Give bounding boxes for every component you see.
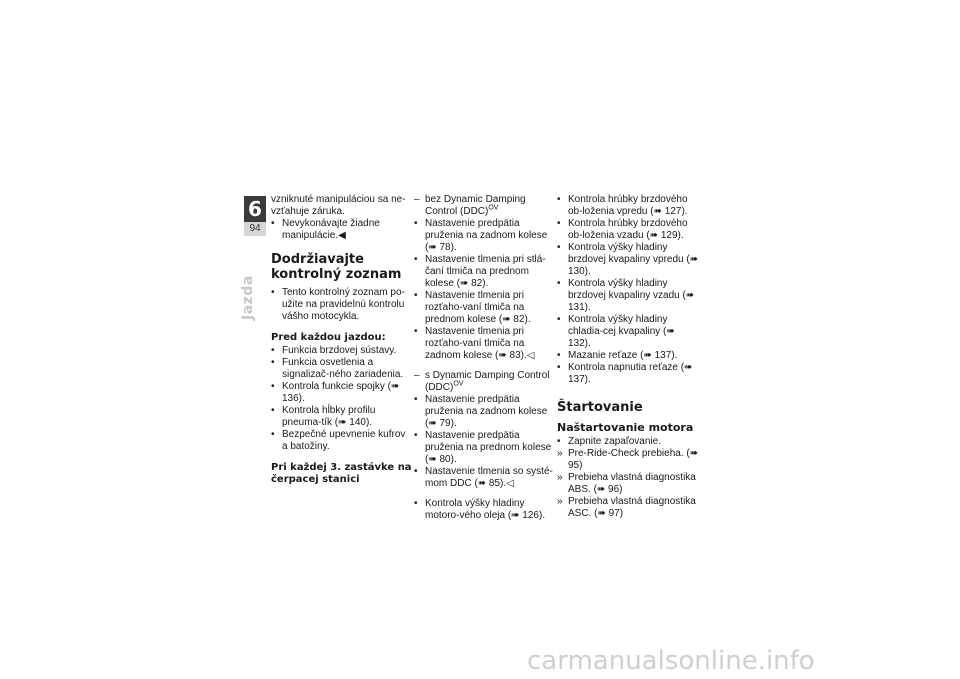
bullet-marker: • [271,287,275,298]
column-2 [414,194,556,522]
list-item: • Nastavenie predpätia pruženia na zadnom kolese (➠ 78). [414,218,548,253]
bullet-marker: • [557,194,561,205]
list-item: • Kontrola hrúbky brzdového ob-loženia vzadu (➠ 129). [557,218,688,241]
watermark: carmanualsonline.info [527,646,815,676]
dash-item: – s Dynamic Damping Control (DDC)$^{OV}$ [414,370,550,393]
heading-before-ride: Pred každou jazdou: [271,332,386,343]
list-item: • Kontrola výšky hladiny chladia-cej kvapaliny (➠ 132). [557,314,675,349]
bullet-marker: • [271,405,275,416]
bullet-marker: • [557,314,561,325]
column-3 [557,194,699,520]
bullet-marker: • [271,218,275,229]
result-item: » Prebieha vlastná diagnostika ABS. (➠ 96) [557,472,696,495]
list-item: • Nastavenie tlmenia pri rozťaho-vaní tlmiča na zadnom kolese (➠ 83).◁ [414,326,535,361]
bullet-marker: • [414,290,418,301]
bullet-marker: • [557,436,561,447]
bullet-marker: • [414,394,418,405]
bullet-marker: • [414,218,418,229]
bullet-marker: • [414,498,418,509]
chapter-number: 6 [244,196,266,222]
result-marker: » [557,472,563,483]
heading-third-stop: Pri každej 3. zastávke na čerpacej stanici [271,462,412,485]
result-item: » Pre-Ride-Check prebieha. (➠ 95) [557,448,699,471]
bullet-marker: • [414,466,418,477]
list-item: • Nastavenie tlmenia pri rozťaho-vaní tlmiča na prednom kolese (➠ 82). [414,290,531,325]
list-item: • Tento kontrolný zoznam po-užite na pravidelnú kontrolu vášho motocykla. [271,287,405,322]
list-item: • Funkcia osvetlenia a signalizač-ného zariadenia. [271,357,404,380]
list-item: • Nastavenie predpätia pruženia na prednom kolese (➠ 80). [414,430,552,465]
list-item: • Kontrola výšky hladiny motoro-vého oleja (➠ 126). [414,498,546,521]
bullet-marker: • [414,326,418,337]
result-marker: » [557,496,563,507]
bullet-marker: • [271,429,275,440]
intro-text: vzniknuté manipuláciou sa ne-vzťahuje záruka. [271,194,406,217]
section-label: Jazda [240,275,256,320]
result-item: » Prebieha vlastná diagnostika ASC. (➠ 97) [557,496,696,519]
list-item: • Nevykonávajte žiadne manipulácie.◀ [271,218,380,241]
option-sup: OV [488,204,499,212]
dash-marker: – [414,370,420,381]
bullet-marker: • [557,218,561,229]
list-item: • Bezpečné upevnenie kufrov a batožiny. [271,429,406,452]
list-item: • Kontrola hrúbky brzdového ob-loženia vpredu (➠ 127). [557,194,688,217]
list-item: • Kontrola funkcie spojky (➠ 136). [271,381,400,404]
list-item: • Nastavenie tlmenia so systé-mom DDC (➠ 85).◁ [414,466,553,489]
bullet-marker: • [271,381,275,392]
bullet-marker: • [271,357,275,368]
bullet-marker: • [557,242,561,253]
page-number: 94 [244,222,266,236]
list-item: • Zapnite zapaľovanie. [557,436,661,447]
bullet-marker: • [271,345,275,356]
list-item: • Kontrola výšky hladiny brzdovej kvapaliny vpredu (➠ 130). [557,242,699,277]
list-item: • Funkcia brzdovej sústavy. [271,345,397,356]
column-1 [271,194,413,487]
chapter-tab [244,196,266,236]
heading-starting: Štartovanie [557,400,643,415]
list-item: • Kontrola hĺbky profilu pneuma-tík (➠ 140). [271,405,376,428]
dash-marker: – [414,194,420,205]
dash-item: – bez Dynamic Damping Control (DDC)$^{OV}$ [414,194,526,217]
list-item: • Kontrola napnutia reťaze (➠ 137). [557,362,693,385]
bullet-marker: • [414,254,418,265]
heading-engine-start: Naštartovanie motora [557,421,694,434]
list-item: • Nastavenie tlmenia pri stlá-čaní tlmiča na prednom kolese (➠ 82). [414,254,546,289]
bullet-marker: • [414,430,418,441]
result-marker: » [557,448,563,459]
list-item: • Nastavenie predpätia pruženia na zadnom kolese (➠ 79). [414,394,548,429]
list-item: • Mazanie reťaze (➠ 137). [557,350,678,361]
list-item: • Kontrola výšky hladiny brzdovej kvapaliny vzadu (➠ 131). [557,278,695,313]
bullet-marker: • [557,362,561,373]
bullet-marker: • [557,278,561,289]
heading-checklist: Dodržiavajte kontrolný zoznam [271,252,402,282]
bullet-marker: • [557,350,561,361]
option-sup: OV [453,380,464,388]
